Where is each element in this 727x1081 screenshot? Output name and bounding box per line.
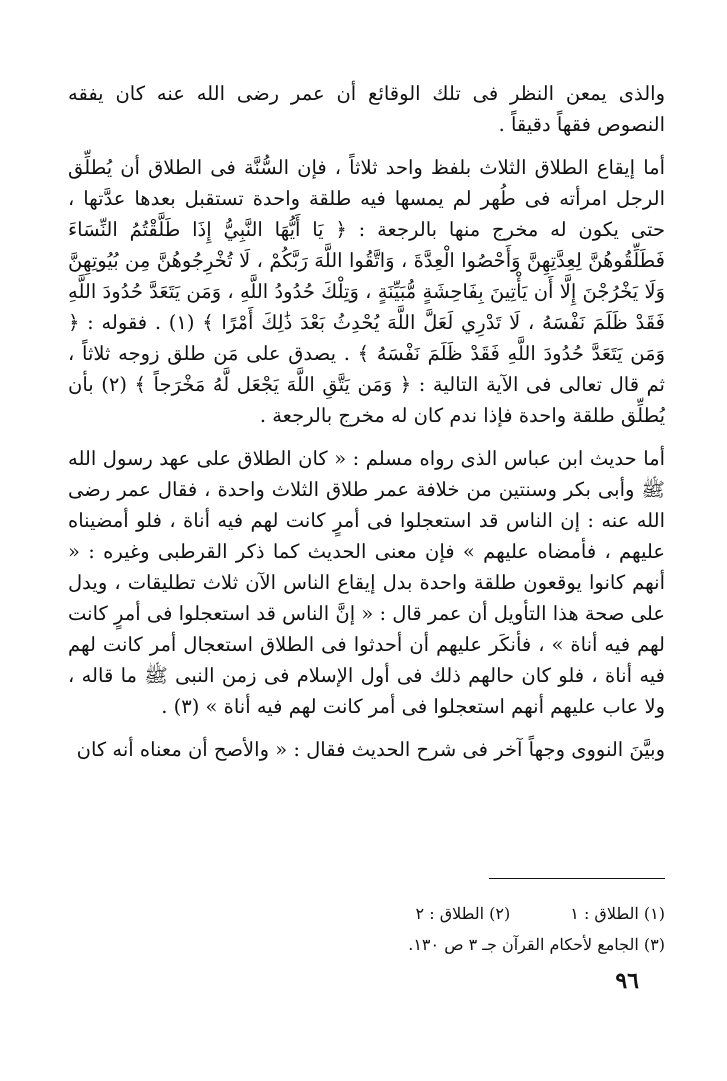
footnote-divider xyxy=(489,878,665,879)
footnotes xyxy=(68,898,665,960)
footnote-row xyxy=(68,898,665,929)
paragraph-nawawi: وبيَّنَ النووى وجهاً آخر فى شرح الحديث فقال : « والأصح أن معناه أنه كان xyxy=(76,738,665,761)
page-number: ٩٦ xyxy=(615,968,639,994)
footnote-3: (٣) الجامع لأحكام القرآن جـ ٣ ص ١٣٠. xyxy=(408,935,665,954)
footnote-2: (٢) الطلاق : ٢ xyxy=(415,904,511,923)
paragraph-ibn-abbas-hadith: أما حديث ابن عباس الذى رواه مسلم : « كان الطلاق على عهد رسول الله ﷺ وأبى بكر وسنتين من خلافة عمر طلاق الثلاث واحدة ، فقال عمر رضى الله عنه : إن الناس قد استعجلوا فى أمرٍ كانت لهم فيه أناة ، فلو أمضيناه عليهم ، فأمضاه عليهم » فإن معنى الحديث كما ذكر القرطبى وغيره : « أنهم كانوا يوقعون طلقة واحدة بدل إيقاع الناس الآن ثلاث تطليقات ، ويدل على صحة هذا التأويل أن عمر قال : « إنَّ الناس قد استعجلوا فى أمرٍ كانت لهم فيه أناة » ، فأنكَر عليهم أن أحدثوا فى الطلاق استعجال أمر كانت لهم فيه أناة ، فلو كان حالهم ذلك فى أول الإسلام فى زمن النبى ﷺ ما قاله ، ولا عاب عليهم أنهم استعجلوا فى أمر كانت لهم فيه أناة » (٣) . xyxy=(68,447,665,718)
main-text xyxy=(68,78,665,765)
paragraph-intro: والذى يمعن النظر فى تلك الوقائع أن عمر رضى الله عنه كان يفقه النصوص فقهاً دقيقاً . xyxy=(68,82,665,136)
footnote-1: (١) الطلاق : ١ xyxy=(570,904,665,923)
paragraph-triple-divorce: أما إيقاع الطلاق الثلاث بلفظ واحد ثلاثاً ، فإن السُّنَّة فى الطلاق أن يُطلِّق الرجل امرأته فى طُهر لم يمسها فيه طلقة واحدة تستقبل بعدها عدَّتها ، حتى يكون له مخرج منها بالرجعة : ﴿ يَا أَيُّهَا النَّبِيُّ إِذَا طَلَّقْتُمُ النِّسَاءَ فَطَلِّقُوهُنَّ لِعِدَّتِهِنَّ وَأَحْصُوا الْعِدَّةَ ، وَاتَّقُوا اللَّهَ رَبَّكُمْ ، لَا تُخْرِجُوهُنَّ مِن بُيُوتِهِنَّ وَلَا يَخْرُجْنَ إِلَّا أَن يَأْتِينَ بِفَاحِشَةٍ مُّبَيِّنَةٍ ، وَتِلْكَ حُدُودُ اللَّهِ ، وَمَن يَتَعَدَّ حُدُودَ اللَّهِ فَقَدْ ظَلَمَ نَفْسَهُ ، لَا تَدْرِي لَعَلَّ اللَّهَ يُحْدِثُ بَعْدَ ذَٰلِكَ أَمْرًا ﴾ (١) . فقوله : ﴿ وَمَن يَتَعَدَّ حُدُودَ اللَّهِ فَقَدْ ظَلَمَ نَفْسَهُ ﴾ . يصدق على مَن طلق زوجه ثلاثاً ، ثم قال تعالى فى الآية التالية : ﴿ وَمَن يَتَّقِ اللَّهَ يَجْعَل لَّهُ مَخْرَجاً ﴾ (٢) بأن يُطلِّق طلقة واحدة فإذا ندم كان له مخرج بالرجعة . xyxy=(68,156,665,427)
